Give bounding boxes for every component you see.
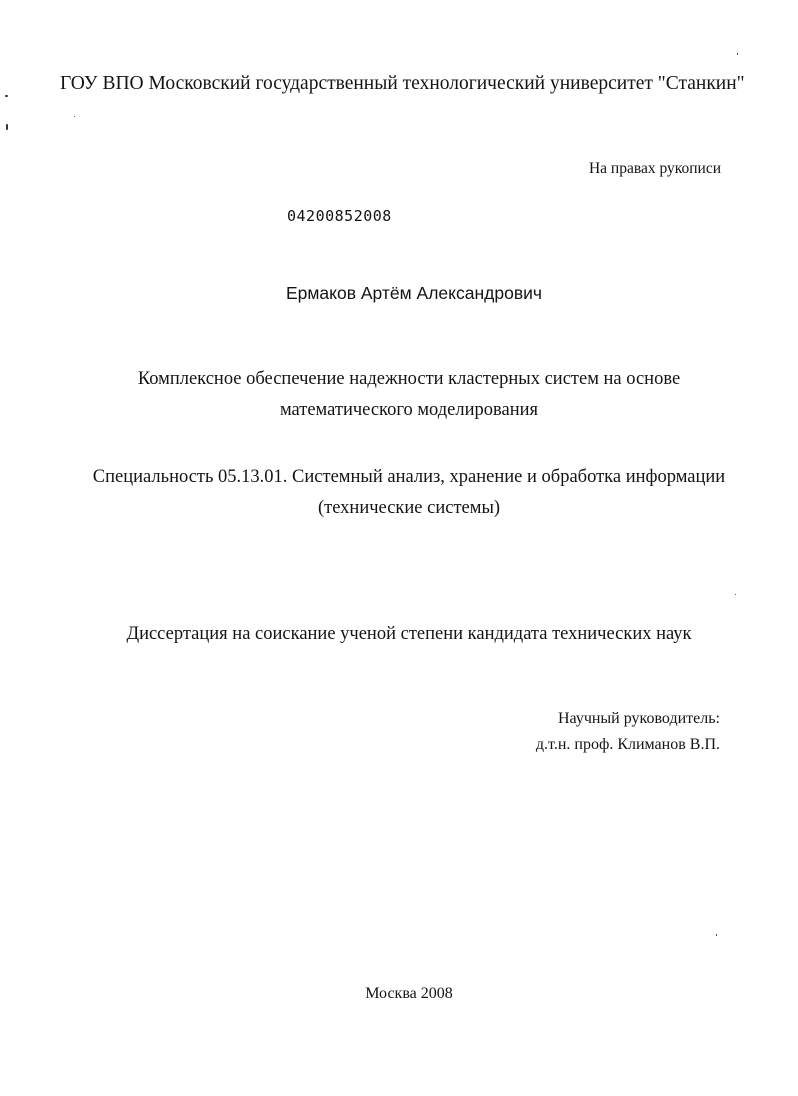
specialty-line-1: Специальность 05.13.01. Системный анализ, хранение и обработка информации	[92, 467, 726, 487]
advisor-label: Научный руководитель:	[557, 710, 720, 727]
scan-speck	[5, 95, 8, 97]
advisor-name: д.т.н. проф. Климанов В.П.	[535, 736, 720, 753]
scan-speck	[6, 124, 8, 130]
city-year: Москва 2008	[365, 985, 453, 1002]
scan-speck	[74, 116, 75, 117]
scan-speck	[735, 594, 736, 595]
title-line-2: математического моделирования	[279, 400, 539, 420]
scan-speck	[737, 53, 738, 55]
university-name: ГОУ ВПО Московский государственный технологический университет "Станкин"	[60, 73, 745, 94]
author-name: Ермаков Артём Александрович	[285, 283, 543, 303]
specialty-line-2: (технические системы)	[317, 498, 501, 518]
manuscript-note: На правах рукописи	[588, 160, 721, 177]
scan-speck	[716, 934, 717, 936]
title-line-1: Комплексное обеспечение надежности кластерных систем на основе	[137, 369, 681, 389]
dissertation-type: Диссертация на соискание ученой степени кандидата технических наук	[126, 624, 692, 644]
archive-number: 04200852008	[287, 207, 392, 225]
